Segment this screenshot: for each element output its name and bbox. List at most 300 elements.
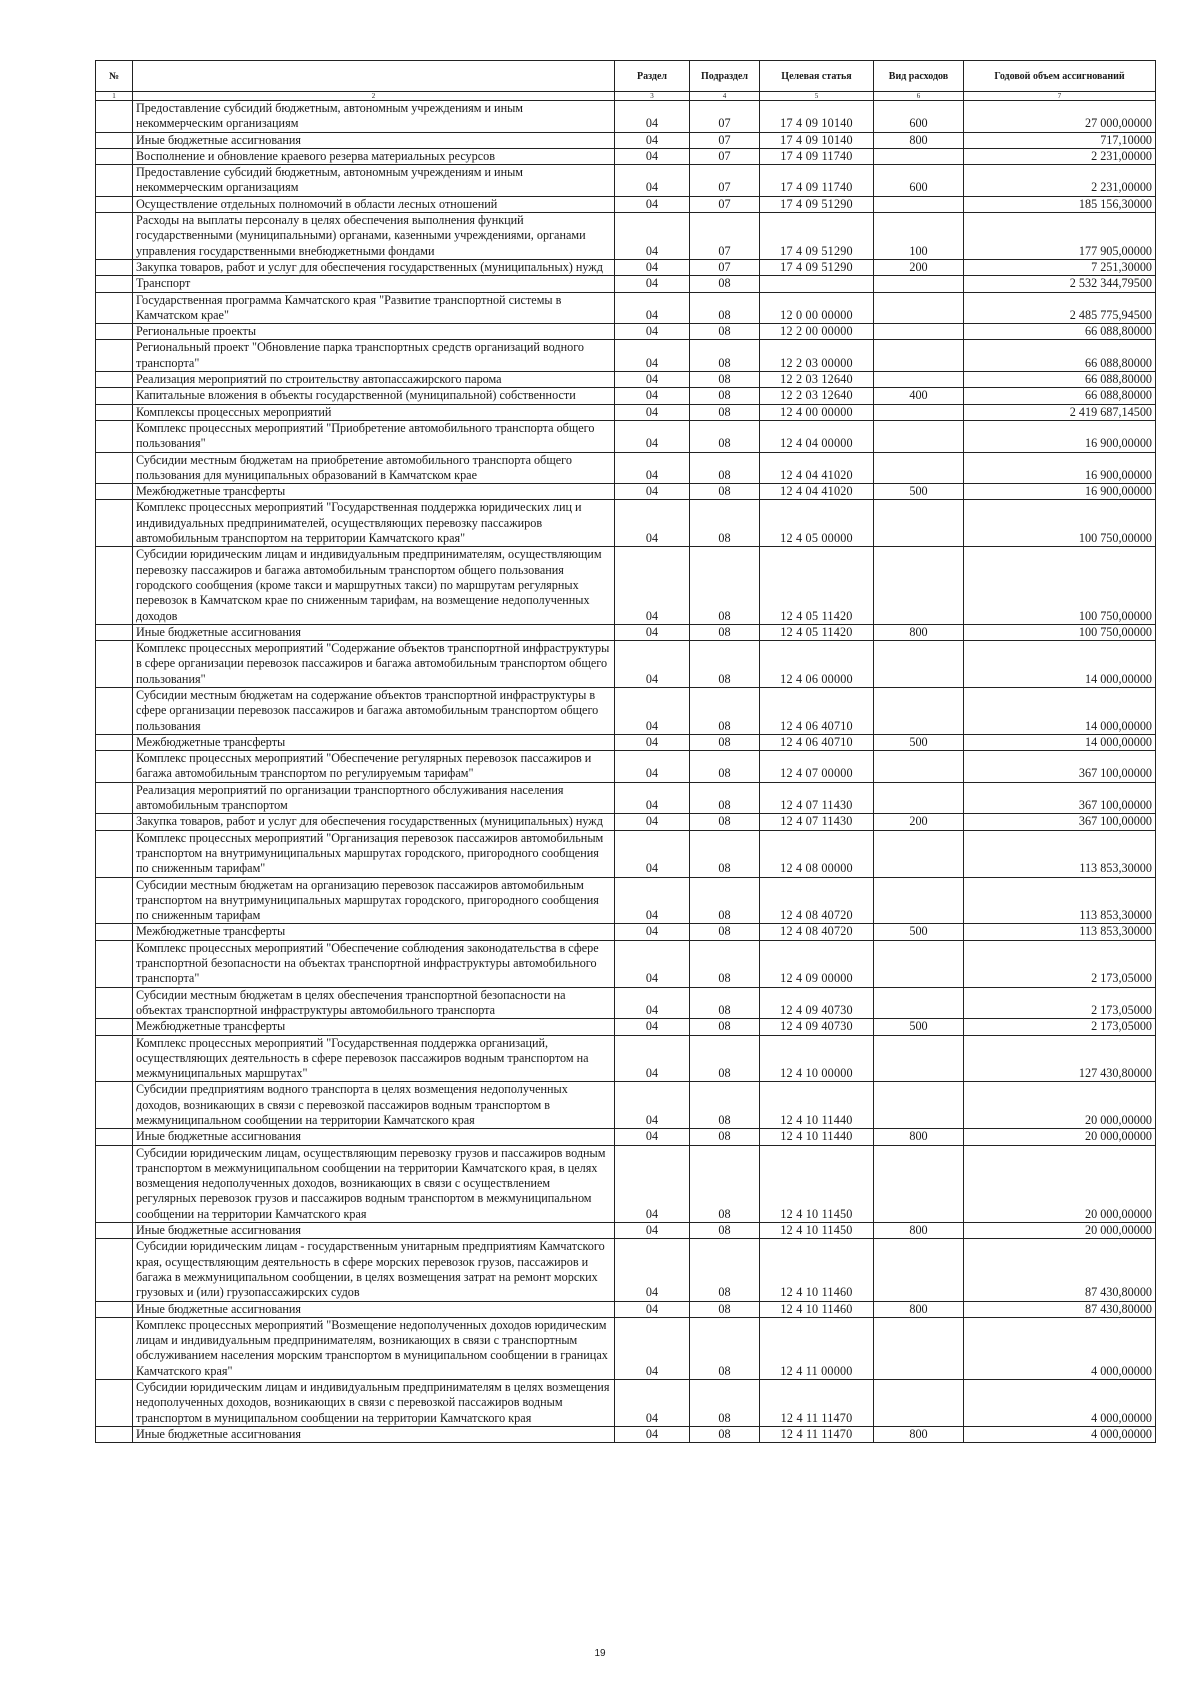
row-expense-type-cell: [874, 276, 964, 292]
row-amount-cell: 2 419 687,14500: [964, 404, 1156, 420]
table-row: [96, 101, 1156, 133]
row-name-cell: Комплексы процессных мероприятий: [133, 404, 615, 420]
row-subsection-cell: 07: [690, 132, 760, 148]
row-article-cell: 12 4 11 00000: [760, 1317, 874, 1379]
col-header-article: Целевая статья: [760, 61, 874, 92]
table-row: [96, 276, 1156, 292]
row-amount-cell: 100 750,00000: [964, 547, 1156, 624]
col-header-expense-type: Вид расходов: [874, 61, 964, 92]
row-article-cell: 17 4 09 10140: [760, 101, 874, 133]
row-amount-cell: 16 900,00000: [964, 484, 1156, 500]
table-row: [96, 324, 1156, 340]
row-name-cell: Иные бюджетные ассигнования: [133, 624, 615, 640]
table-header-row: [96, 61, 1156, 92]
row-name-cell: Реализация мероприятий по строительству автопассажирского парома: [133, 372, 615, 388]
table-row: [96, 987, 1156, 1019]
row-article-cell: 12 4 11 11470: [760, 1380, 874, 1427]
row-name-cell: Иные бюджетные ассигнования: [133, 1223, 615, 1239]
row-article-cell: 12 4 04 41020: [760, 452, 874, 484]
row-amount-cell: 367 100,00000: [964, 782, 1156, 814]
table-row: [96, 388, 1156, 404]
row-name-cell: Субсидии юридическим лицам, осуществляющим перевозку грузов и пассажиров водным транспортом в межмуниципальном сообщении на территории Камчатского края, в целях возмещения недополученных доходов, возникающих в связи с осуществлением регулярных перевозок грузов и пассажиров водным транспортом в межмуниципальном сообщении на территории Камчатского края: [133, 1145, 615, 1222]
row-amount-cell: 2 485 775,94500: [964, 292, 1156, 324]
row-amount-cell: 20 000,00000: [964, 1129, 1156, 1145]
row-amount-cell: 4 000,00000: [964, 1426, 1156, 1442]
col-header-no: №: [96, 61, 133, 92]
row-name-cell: Межбюджетные трансферты: [133, 484, 615, 500]
row-subsection-cell: 08: [690, 751, 760, 783]
row-section-cell: 04: [615, 484, 690, 500]
row-subsection-cell: 07: [690, 259, 760, 275]
row-expense-type-cell: 200: [874, 259, 964, 275]
row-name-cell: Комплекс процессных мероприятий "Организация перевозок пассажиров автомобильным транспортом на внутримуниципальных маршрутах городского, пригородного сообщения по сниженным тарифам": [133, 830, 615, 877]
row-section-cell: 04: [615, 1426, 690, 1442]
row-section-cell: 04: [615, 196, 690, 212]
row-amount-cell: 14 000,00000: [964, 641, 1156, 688]
row-name-cell: Предоставление субсидий бюджетным, автономным учреждениям и иным некоммерческим организациям: [133, 101, 615, 133]
row-expense-type-cell: [874, 641, 964, 688]
row-article-cell: 12 2 00 00000: [760, 324, 874, 340]
row-expense-type-cell: [874, 1145, 964, 1222]
row-name-cell: Субсидии местным бюджетам на организацию перевозок пассажиров автомобильным транспортом на внутримуниципальных маршрутах городского, пригородного сообщения по сниженным тарифам: [133, 877, 615, 924]
row-section-cell: 04: [615, 388, 690, 404]
row-section-cell: 04: [615, 1239, 690, 1301]
row-expense-type-cell: [874, 292, 964, 324]
row-number-cell: [96, 276, 133, 292]
row-number-cell: [96, 1223, 133, 1239]
row-subsection-cell: 08: [690, 292, 760, 324]
row-section-cell: 04: [615, 324, 690, 340]
table-row: [96, 830, 1156, 877]
row-subsection-cell: 08: [690, 420, 760, 452]
col-header-amount: Годовой объем ассигнований: [964, 61, 1156, 92]
table-row: [96, 404, 1156, 420]
row-amount-cell: 2 532 344,79500: [964, 276, 1156, 292]
row-article-cell: 12 4 11 11470: [760, 1426, 874, 1442]
table-row: [96, 1082, 1156, 1129]
row-name-cell: Осуществление отдельных полномочий в области лесных отношений: [133, 196, 615, 212]
row-name-cell: Региональный проект "Обновление парка транспортных средств организаций водного транспорта": [133, 340, 615, 372]
row-name-cell: Восполнение и обновление краевого резерва материальных ресурсов: [133, 148, 615, 164]
row-section-cell: 04: [615, 372, 690, 388]
row-expense-type-cell: 600: [874, 165, 964, 197]
row-number-cell: [96, 1129, 133, 1145]
row-number-cell: [96, 213, 133, 260]
row-subsection-cell: 08: [690, 877, 760, 924]
table-row: [96, 877, 1156, 924]
column-number: 6: [874, 92, 964, 101]
row-article-cell: 12 4 04 00000: [760, 420, 874, 452]
row-name-cell: Межбюджетные трансферты: [133, 1019, 615, 1035]
row-section-cell: 04: [615, 1301, 690, 1317]
row-amount-cell: 717,10000: [964, 132, 1156, 148]
row-section-cell: 04: [615, 259, 690, 275]
page-number: 19: [594, 1648, 606, 1659]
table-row: [96, 1380, 1156, 1427]
row-name-cell: Транспорт: [133, 276, 615, 292]
row-number-cell: [96, 196, 133, 212]
row-amount-cell: 2 173,05000: [964, 940, 1156, 987]
row-number-cell: [96, 1145, 133, 1222]
row-expense-type-cell: [874, 404, 964, 420]
row-expense-type-cell: [874, 196, 964, 212]
row-number-cell: [96, 324, 133, 340]
table-row: [96, 484, 1156, 500]
table-row: [96, 500, 1156, 547]
table-row: [96, 1301, 1156, 1317]
row-expense-type-cell: [874, 547, 964, 624]
row-section-cell: 04: [615, 924, 690, 940]
row-name-cell: Региональные проекты: [133, 324, 615, 340]
row-subsection-cell: 08: [690, 734, 760, 750]
row-subsection-cell: 08: [690, 324, 760, 340]
table-row: [96, 452, 1156, 484]
row-subsection-cell: 08: [690, 1239, 760, 1301]
row-expense-type-cell: [874, 1380, 964, 1427]
row-amount-cell: 66 088,80000: [964, 324, 1156, 340]
row-section-cell: 04: [615, 1145, 690, 1222]
row-section-cell: 04: [615, 687, 690, 734]
row-number-cell: [96, 924, 133, 940]
row-subsection-cell: 08: [690, 1035, 760, 1082]
row-section-cell: 04: [615, 292, 690, 324]
row-name-cell: Комплекс процессных мероприятий "Приобретение автомобильного транспорта общего пользования": [133, 420, 615, 452]
row-subsection-cell: 08: [690, 1019, 760, 1035]
row-expense-type-cell: [874, 340, 964, 372]
row-expense-type-cell: 800: [874, 132, 964, 148]
row-number-cell: [96, 734, 133, 750]
row-expense-type-cell: [874, 1239, 964, 1301]
table-row: [96, 372, 1156, 388]
column-number: 5: [760, 92, 874, 101]
row-section-cell: 04: [615, 1082, 690, 1129]
row-subsection-cell: 08: [690, 641, 760, 688]
column-number: 3: [615, 92, 690, 101]
row-section-cell: 04: [615, 132, 690, 148]
row-amount-cell: 20 000,00000: [964, 1082, 1156, 1129]
row-number-cell: [96, 148, 133, 164]
row-name-cell: Субсидии юридическим лицам и индивидуальным предпринимателям в целях возмещения недополученных доходов, возникающих в связи с перевозкой пассажиров водным транспортом в муниципальном сообщении на территории Камчатского края: [133, 1380, 615, 1427]
row-amount-cell: 113 853,30000: [964, 924, 1156, 940]
row-section-cell: 04: [615, 782, 690, 814]
row-expense-type-cell: 500: [874, 484, 964, 500]
row-name-cell: Межбюджетные трансферты: [133, 924, 615, 940]
row-section-cell: 04: [615, 165, 690, 197]
row-expense-type-cell: 800: [874, 1426, 964, 1442]
row-subsection-cell: 08: [690, 388, 760, 404]
row-article-cell: 12 4 00 00000: [760, 404, 874, 420]
row-expense-type-cell: [874, 452, 964, 484]
row-number-cell: [96, 1426, 133, 1442]
row-number-cell: [96, 132, 133, 148]
row-subsection-cell: 08: [690, 547, 760, 624]
table-row: [96, 814, 1156, 830]
row-name-cell: Комплекс процессных мероприятий "Государственная поддержка организаций, осуществляющих деятельность в сфере перевозок пассажиров водным транспортом на межмуниципальных маршрутах": [133, 1035, 615, 1082]
row-expense-type-cell: 400: [874, 388, 964, 404]
row-number-cell: [96, 1019, 133, 1035]
row-subsection-cell: 08: [690, 372, 760, 388]
row-subsection-cell: 08: [690, 484, 760, 500]
row-section-cell: 04: [615, 1019, 690, 1035]
row-expense-type-cell: 500: [874, 1019, 964, 1035]
row-number-cell: [96, 484, 133, 500]
row-amount-cell: 2 173,05000: [964, 1019, 1156, 1035]
row-amount-cell: 100 750,00000: [964, 624, 1156, 640]
row-number-cell: [96, 101, 133, 133]
table-row: [96, 1145, 1156, 1222]
row-name-cell: Субсидии юридическим лицам и индивидуальным предпринимателям, осуществляющим перевозку пассажиров и багажа автомобильным транспортом общего пользования городского сообщения (кроме такси и маршрутных такси) по маршрутам регулярных перевозок в Камчатском крае по сниженным тарифам, на возмещение недополученных доходов: [133, 547, 615, 624]
row-article-cell: 12 4 05 11420: [760, 624, 874, 640]
row-expense-type-cell: [874, 687, 964, 734]
row-name-cell: Иные бюджетные ассигнования: [133, 1426, 615, 1442]
row-section-cell: 04: [615, 987, 690, 1019]
column-number-row: [96, 92, 1156, 101]
table-row: [96, 132, 1156, 148]
row-name-cell: Комплекс процессных мероприятий "Возмещение недополученных доходов юридическим лицам и индивидуальным предпринимателям, возникающих в связи с транспортным обслуживанием населения морским транспортом в муниципальном сообщении в границах Камчатского края": [133, 1317, 615, 1379]
row-name-cell: Субсидии юридическим лицам - государственным унитарным предприятиям Камчатского края, осуществляющим деятельность в сфере морских перевозок грузов, пассажиров и багажа в межмуниципальном сообщении, в целях возмещения затрат на ремонт морских грузовых и (или) грузопассажирских судов: [133, 1239, 615, 1301]
row-expense-type-cell: 500: [874, 734, 964, 750]
row-section-cell: 04: [615, 877, 690, 924]
row-expense-type-cell: [874, 782, 964, 814]
row-number-cell: [96, 987, 133, 1019]
row-amount-cell: 66 088,80000: [964, 372, 1156, 388]
table-row: [96, 751, 1156, 783]
table-row: [96, 734, 1156, 750]
row-expense-type-cell: 800: [874, 1223, 964, 1239]
row-section-cell: 04: [615, 641, 690, 688]
row-expense-type-cell: 100: [874, 213, 964, 260]
budget-table: [95, 60, 1156, 1443]
row-subsection-cell: 07: [690, 101, 760, 133]
row-number-cell: [96, 940, 133, 987]
row-article-cell: 12 4 07 11430: [760, 814, 874, 830]
row-amount-cell: 14 000,00000: [964, 687, 1156, 734]
row-subsection-cell: 08: [690, 1145, 760, 1222]
row-number-cell: [96, 1380, 133, 1427]
row-article-cell: 12 4 08 40720: [760, 877, 874, 924]
row-subsection-cell: 08: [690, 1317, 760, 1379]
row-article-cell: 12 2 03 12640: [760, 372, 874, 388]
row-article-cell: 12 0 00 00000: [760, 292, 874, 324]
row-subsection-cell: 07: [690, 165, 760, 197]
row-article-cell: 12 4 10 00000: [760, 1035, 874, 1082]
row-section-cell: 04: [615, 751, 690, 783]
row-section-cell: 04: [615, 1317, 690, 1379]
row-subsection-cell: 08: [690, 687, 760, 734]
row-name-cell: Иные бюджетные ассигнования: [133, 1129, 615, 1145]
row-amount-cell: 20 000,00000: [964, 1223, 1156, 1239]
row-expense-type-cell: 800: [874, 1129, 964, 1145]
row-article-cell: 12 4 10 11460: [760, 1301, 874, 1317]
table-row: [96, 1223, 1156, 1239]
row-section-cell: 04: [615, 1380, 690, 1427]
row-subsection-cell: 08: [690, 340, 760, 372]
table-row: [96, 165, 1156, 197]
table-row: [96, 340, 1156, 372]
row-expense-type-cell: [874, 1082, 964, 1129]
column-number: 4: [690, 92, 760, 101]
row-article-cell: 12 4 09 00000: [760, 940, 874, 987]
row-article-cell: 17 4 09 11740: [760, 148, 874, 164]
row-name-cell: Иные бюджетные ассигнования: [133, 132, 615, 148]
row-amount-cell: 367 100,00000: [964, 814, 1156, 830]
table-row: [96, 196, 1156, 212]
row-expense-type-cell: [874, 420, 964, 452]
row-number-cell: [96, 500, 133, 547]
row-amount-cell: 7 251,30000: [964, 259, 1156, 275]
row-subsection-cell: 08: [690, 1129, 760, 1145]
row-name-cell: Расходы на выплаты персоналу в целях обеспечения выполнения функций государственными (муниципальными) органами, казенными учреждениями, органами управления государственными внебюджетными фондами: [133, 213, 615, 260]
row-expense-type-cell: [874, 751, 964, 783]
row-article-cell: 12 4 07 11430: [760, 782, 874, 814]
row-article-cell: 12 4 10 11440: [760, 1082, 874, 1129]
row-amount-cell: 100 750,00000: [964, 500, 1156, 547]
row-article-cell: 12 4 10 11450: [760, 1223, 874, 1239]
row-expense-type-cell: [874, 148, 964, 164]
row-section-cell: 04: [615, 452, 690, 484]
row-amount-cell: 4 000,00000: [964, 1380, 1156, 1427]
col-header-subsection: Подраздел: [690, 61, 760, 92]
table-body: [96, 101, 1156, 1443]
row-article-cell: 12 4 07 00000: [760, 751, 874, 783]
row-number-cell: [96, 1301, 133, 1317]
row-number-cell: [96, 452, 133, 484]
row-section-cell: 04: [615, 420, 690, 452]
row-number-cell: [96, 404, 133, 420]
row-section-cell: 04: [615, 148, 690, 164]
row-expense-type-cell: [874, 1035, 964, 1082]
row-amount-cell: 2 231,00000: [964, 148, 1156, 164]
row-article-cell: [760, 276, 874, 292]
row-subsection-cell: 07: [690, 148, 760, 164]
row-article-cell: 12 4 10 11440: [760, 1129, 874, 1145]
row-amount-cell: 367 100,00000: [964, 751, 1156, 783]
row-article-cell: 12 4 05 11420: [760, 547, 874, 624]
row-expense-type-cell: [874, 830, 964, 877]
row-number-cell: [96, 259, 133, 275]
row-number-cell: [96, 1317, 133, 1379]
row-name-cell: Комплекс процессных мероприятий "Обеспечение регулярных перевозок пассажиров и багажа автомобильным транспортом по регулируемым тарифам": [133, 751, 615, 783]
row-section-cell: 04: [615, 1129, 690, 1145]
row-expense-type-cell: 500: [874, 924, 964, 940]
row-subsection-cell: 08: [690, 782, 760, 814]
row-article-cell: 12 4 10 11460: [760, 1239, 874, 1301]
row-amount-cell: 177 905,00000: [964, 213, 1156, 260]
row-amount-cell: 16 900,00000: [964, 420, 1156, 452]
row-section-cell: 04: [615, 500, 690, 547]
row-name-cell: Закупка товаров, работ и услуг для обеспечения государственных (муниципальных) нужд: [133, 814, 615, 830]
row-expense-type-cell: [874, 987, 964, 1019]
row-amount-cell: 87 430,80000: [964, 1301, 1156, 1317]
row-subsection-cell: 08: [690, 924, 760, 940]
row-number-cell: [96, 420, 133, 452]
table-row: [96, 624, 1156, 640]
row-number-cell: [96, 547, 133, 624]
col-header-name: [133, 61, 615, 92]
row-article-cell: 12 4 06 40710: [760, 687, 874, 734]
row-name-cell: Иные бюджетные ассигнования: [133, 1301, 615, 1317]
row-subsection-cell: 08: [690, 814, 760, 830]
row-name-cell: Комплекс процессных мероприятий "Обеспечение соблюдения законодательства в сфере транспортной безопасности на объектах транспортной инфраструктуры автомобильного транспорта": [133, 940, 615, 987]
row-section-cell: 04: [615, 624, 690, 640]
row-name-cell: Субсидии местным бюджетам на приобретение автомобильного транспорта общего пользования для муниципальных образований в Камчатском крае: [133, 452, 615, 484]
table-row: [96, 1239, 1156, 1301]
column-number: 2: [133, 92, 615, 101]
budget-sheet: [95, 60, 1155, 1443]
row-name-cell: Государственная программа Камчатского края "Развитие транспортной системы в Камчатском крае": [133, 292, 615, 324]
table-row: [96, 547, 1156, 624]
row-article-cell: 12 4 05 00000: [760, 500, 874, 547]
row-subsection-cell: 08: [690, 1082, 760, 1129]
row-section-cell: 04: [615, 1223, 690, 1239]
row-article-cell: 12 4 08 40720: [760, 924, 874, 940]
row-section-cell: 04: [615, 404, 690, 420]
row-number-cell: [96, 1082, 133, 1129]
row-name-cell: Капитальные вложения в объекты государственной (муниципальной) собственности: [133, 388, 615, 404]
row-article-cell: 12 4 08 00000: [760, 830, 874, 877]
row-number-cell: [96, 830, 133, 877]
row-article-cell: 17 4 09 11740: [760, 165, 874, 197]
row-article-cell: 17 4 09 51290: [760, 259, 874, 275]
table-row: [96, 1035, 1156, 1082]
row-amount-cell: 2 173,05000: [964, 987, 1156, 1019]
row-expense-type-cell: 800: [874, 624, 964, 640]
row-section-cell: 04: [615, 814, 690, 830]
row-name-cell: Закупка товаров, работ и услуг для обеспечения государственных (муниципальных) нужд: [133, 259, 615, 275]
row-amount-cell: 185 156,30000: [964, 196, 1156, 212]
row-subsection-cell: 08: [690, 452, 760, 484]
row-subsection-cell: 07: [690, 196, 760, 212]
table-row: [96, 1317, 1156, 1379]
table-row: [96, 292, 1156, 324]
row-subsection-cell: 08: [690, 830, 760, 877]
row-amount-cell: 16 900,00000: [964, 452, 1156, 484]
row-number-cell: [96, 877, 133, 924]
row-subsection-cell: 08: [690, 1301, 760, 1317]
row-subsection-cell: 08: [690, 624, 760, 640]
row-article-cell: 17 4 09 51290: [760, 196, 874, 212]
row-number-cell: [96, 782, 133, 814]
row-name-cell: Комплекс процессных мероприятий "Государственная поддержка юридических лиц и индивидуальных предпринимателей, осуществляющих перевозку пассажиров автомобильным транспортом на территории Камчатского края": [133, 500, 615, 547]
row-number-cell: [96, 340, 133, 372]
row-expense-type-cell: [874, 940, 964, 987]
column-number: 1: [96, 92, 133, 101]
table-row: [96, 687, 1156, 734]
row-subsection-cell: 08: [690, 1380, 760, 1427]
row-number-cell: [96, 372, 133, 388]
table-row: [96, 420, 1156, 452]
row-amount-cell: 20 000,00000: [964, 1145, 1156, 1222]
row-subsection-cell: 08: [690, 1426, 760, 1442]
row-section-cell: 04: [615, 830, 690, 877]
column-number: 7: [964, 92, 1156, 101]
row-section-cell: 04: [615, 734, 690, 750]
row-article-cell: 17 4 09 51290: [760, 213, 874, 260]
row-expense-type-cell: 800: [874, 1301, 964, 1317]
row-section-cell: 04: [615, 340, 690, 372]
row-expense-type-cell: 600: [874, 101, 964, 133]
row-amount-cell: 14 000,00000: [964, 734, 1156, 750]
row-expense-type-cell: [874, 877, 964, 924]
row-subsection-cell: 08: [690, 1223, 760, 1239]
row-amount-cell: 113 853,30000: [964, 877, 1156, 924]
row-section-cell: 04: [615, 213, 690, 260]
row-expense-type-cell: 200: [874, 814, 964, 830]
row-number-cell: [96, 165, 133, 197]
table-row: [96, 259, 1156, 275]
row-article-cell: 12 2 03 12640: [760, 388, 874, 404]
row-article-cell: 12 4 10 11450: [760, 1145, 874, 1222]
